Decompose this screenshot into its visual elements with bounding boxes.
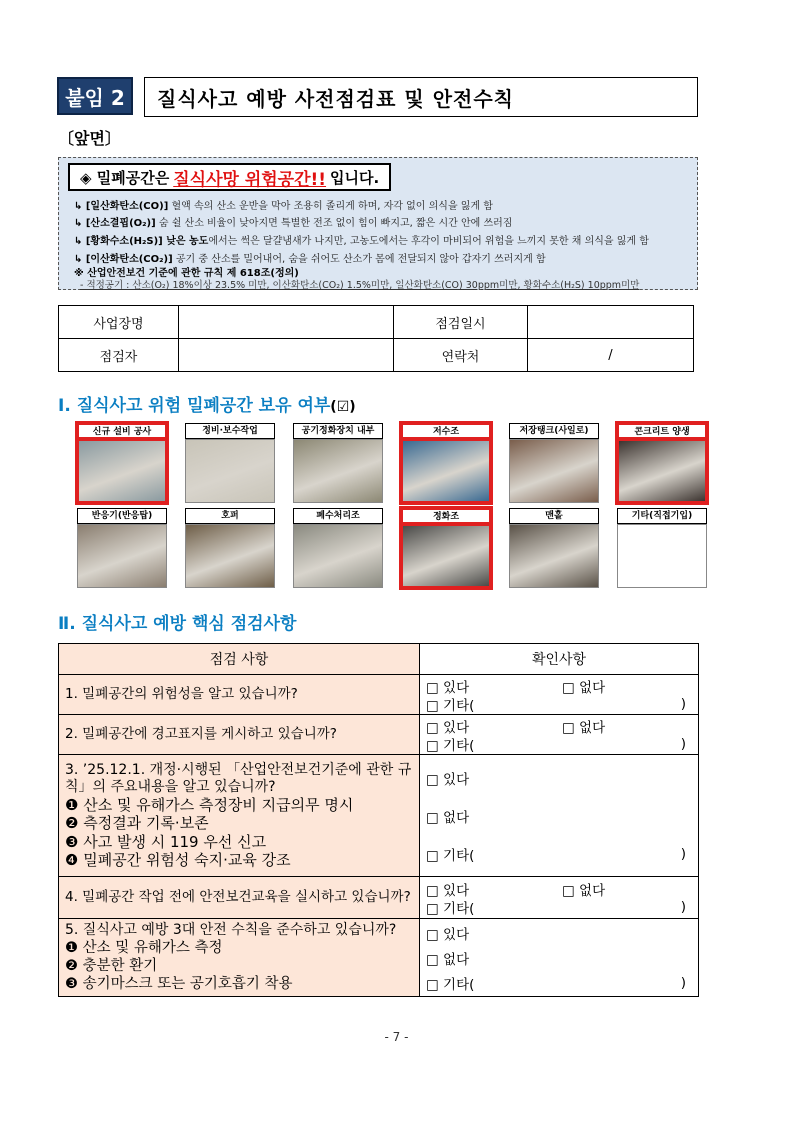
opt-no[interactable]: □ 없다: [562, 882, 606, 899]
space-type-item[interactable]: [77, 423, 167, 503]
space-type-photo: [617, 524, 707, 588]
col-item-header: 점검 사항: [59, 644, 420, 675]
opt-etc[interactable]: □ 기타(: [426, 900, 475, 917]
space-type-label: 폐수처리조: [293, 508, 383, 524]
opt-no[interactable]: □ 없다: [426, 951, 470, 968]
answer-3: [420, 755, 699, 877]
front-side-label: 〔앞면〕: [58, 129, 121, 148]
opt-no[interactable]: □ 없다: [562, 719, 606, 736]
notice-head-prefix: ◈ 밀폐공간은: [80, 168, 170, 187]
notice-line-co2: ↳ [이산화탄소(CO₂)] 공기 중 산소를 밀어내어, 숨을 쉬어도 산소가 몸에 전달되지 않아 갑자기 쓰러지게 함: [74, 254, 546, 265]
space-type-label: 공기정화장치 내부: [293, 423, 383, 439]
space-type-photo: [401, 439, 491, 503]
question-3-text: 3. ’25.12.1. 개정·시행된 「산업안전보건기준에 관한 규칙」의 주요내용을 알고 있습니까?: [65, 761, 412, 795]
opt-no[interactable]: □ 없다: [426, 809, 470, 826]
space-type-item[interactable]: [185, 423, 275, 503]
question-5-text: 5. 질식사고 예방 3대 안전 수칙을 준수하고 있습니까?: [65, 922, 397, 938]
space-type-photo: [617, 439, 707, 503]
question-3-sub-1: ❶ 산소 및 유해가스 측정장비 지급의무 명시: [65, 795, 354, 814]
space-type-item[interactable]: [617, 423, 707, 503]
contact-field[interactable]: /: [528, 339, 694, 372]
paren-close: ): [680, 845, 686, 862]
checkbox-checked-icon: (☑): [330, 399, 356, 415]
opt-etc[interactable]: □ 기타(: [426, 737, 475, 754]
question-4: 4. 밀폐공간 작업 전에 안전보건교육을 실시하고 있습니까?: [59, 877, 420, 919]
page-number: - 7 -: [384, 1030, 409, 1044]
notice-line-co: ↳ [일산화탄소(CO)] 혈액 속의 산소 운반을 막아 조용히 졸리게 하며, 자각 없이 의식을 잃게 함: [74, 201, 493, 212]
paren-close: ): [680, 974, 686, 991]
opt-etc[interactable]: □ 기타(: [426, 847, 475, 864]
space-type-grid: [77, 423, 696, 589]
space-type-photo: [293, 524, 383, 588]
info-table: [58, 305, 694, 372]
notice-head-suffix: 입니다.: [330, 168, 380, 187]
opt-etc[interactable]: □ 기타(: [426, 697, 475, 714]
notice-line-o2: ↳ [산소결핍(O₂)] 숨 쉴 산소 비율이 낮아지면 특별한 전조 없이 힘이 빠지고, 짧은 시간 안에 쓰러짐: [74, 218, 513, 229]
space-type-item[interactable]: [293, 508, 383, 588]
space-type-item[interactable]: [401, 508, 491, 588]
question-1: 1. 밀폐공간의 위험성을 알고 있습니까?: [59, 675, 420, 715]
page-title: 질식사고 예방 사전점검표 및 안전수칙: [144, 77, 698, 117]
workplace-field[interactable]: [179, 306, 394, 339]
question-3: [59, 755, 420, 877]
notice-line-h2s: ↳ [황화수소(H₂S)] 낮은 농도에서는 썩은 달걀냄새가 나지만, 고농도에서는 후각이 마비되어 위험을 느끼지 못한 채 의식을 잃게 함: [74, 236, 649, 247]
answer-5: [420, 919, 699, 997]
space-type-photo: [77, 524, 167, 588]
space-type-label: 기타(직접기입): [617, 508, 707, 524]
opt-etc[interactable]: □ 기타(: [426, 976, 475, 993]
question-2: 2. 밀폐공간에 경고표지를 게시하고 있습니까?: [59, 715, 420, 755]
section1-heading: Ⅰ. 질식사고 위험 밀폐공간 보유 여부(☑): [58, 396, 356, 416]
paren-close: ): [680, 735, 686, 752]
opt-yes[interactable]: □ 있다: [426, 679, 470, 696]
answer-2: [420, 715, 699, 755]
space-type-item[interactable]: [185, 508, 275, 588]
space-type-photo: [185, 524, 275, 588]
checklist-table: [58, 643, 699, 997]
notice-law: ※ 산업안전보건 기준에 관한 규칙 제 618조(정의): [74, 268, 299, 279]
space-type-photo: [293, 439, 383, 503]
answer-4: [420, 877, 699, 919]
col-confirm-header: 확인사항: [420, 644, 699, 675]
space-type-photo: [185, 439, 275, 503]
space-type-item[interactable]: [509, 508, 599, 588]
question-5: [59, 919, 420, 997]
space-type-item[interactable]: [77, 508, 167, 588]
space-type-label: 호퍼: [185, 508, 275, 524]
opt-yes[interactable]: □ 있다: [426, 771, 470, 788]
question-3-sub-2: ❷ 측정결과 기록·보존: [65, 814, 209, 832]
space-type-label: 정화조: [401, 508, 491, 524]
space-type-item[interactable]: [401, 423, 491, 503]
workplace-label: 사업장명: [59, 306, 179, 339]
space-type-label: 저장탱크(사일로): [509, 423, 599, 439]
space-type-photo: [509, 439, 599, 503]
opt-no[interactable]: □ 없다: [562, 679, 606, 696]
notice-standard: - 적정공기 : 산소(O₂) 18%이상 23.5% 미만, 이산화탄소(CO₂) 1.5%미만, 일산화탄소(CO) 30ppm미만, 황화수소(H₂S) 10ppm미만: [80, 280, 640, 291]
inspector-field[interactable]: [179, 339, 394, 372]
attachment-tag: 붙임 2: [57, 77, 133, 115]
opt-yes[interactable]: □ 있다: [426, 926, 470, 943]
space-type-label: 정비·보수작업: [185, 423, 275, 439]
question-3-sub-3: ❸ 사고 발생 시 119 우선 신고: [65, 832, 267, 851]
question-3-sub-4: ❹ 밀폐공간 위험성 숙지·교육 강조: [65, 851, 291, 869]
space-type-label: 신규 설비 공사: [77, 423, 167, 439]
space-type-label: 저수조: [401, 423, 491, 439]
contact-label: 연락처: [394, 339, 528, 372]
space-type-label: 반응기(반응탑): [77, 508, 167, 524]
space-type-photo: [401, 524, 491, 588]
section2-heading: Ⅱ. 질식사고 예방 핵심 점검사항: [58, 614, 297, 634]
inspector-label: 점검자: [59, 339, 179, 372]
space-type-item[interactable]: [617, 508, 707, 588]
paren-close: ): [680, 695, 686, 712]
question-5-sub-3: ❸ 송기마스크 또는 공기호흡기 착용: [65, 976, 293, 992]
question-5-sub-2: ❷ 충분한 환기: [65, 958, 158, 974]
opt-yes[interactable]: □ 있다: [426, 882, 470, 899]
space-type-item[interactable]: [509, 423, 599, 503]
question-5-sub-1: ❶ 산소 및 유해가스 측정: [65, 940, 223, 956]
notice-heading: [68, 163, 391, 191]
space-type-label: 콘크리트 양생: [617, 423, 707, 439]
space-type-label: 맨홀: [509, 508, 599, 524]
answer-1: [420, 675, 699, 715]
notice-head-danger: 질식사망 위험공간!!: [173, 169, 327, 190]
date-field[interactable]: [528, 306, 694, 339]
opt-yes[interactable]: □ 있다: [426, 719, 470, 736]
paren-close: ): [680, 898, 686, 915]
date-label: 점검일시: [394, 306, 528, 339]
space-type-item[interactable]: [293, 423, 383, 503]
space-type-photo: [509, 524, 599, 588]
space-type-photo: [77, 439, 167, 503]
